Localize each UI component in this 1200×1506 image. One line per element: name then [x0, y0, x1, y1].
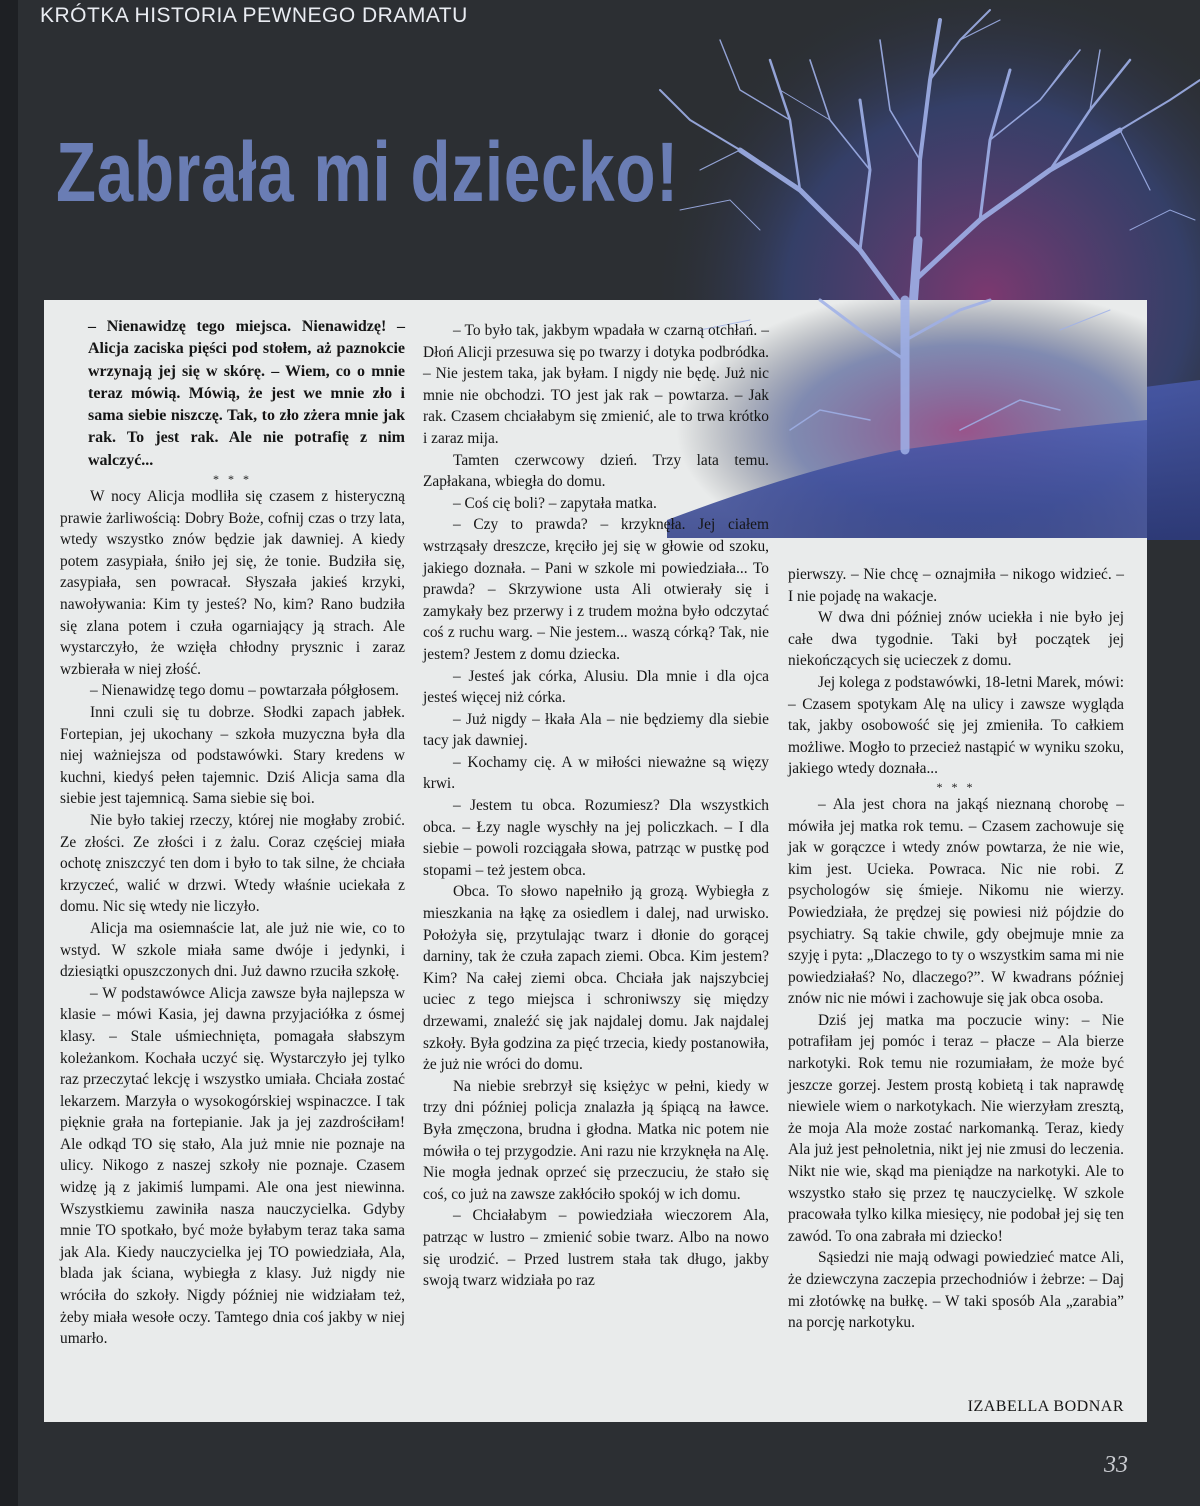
section-separator: * * *: [213, 472, 252, 487]
body-paragraph: W dwa dni później znów uciekła i nie było jej całe dwa tygodnie. Taki był początek jej niekończących się ucieczek z domu.: [788, 609, 1124, 670]
body-paragraph: Obca. To słowo napełniło ją grozą. Wybiegła z mieszkania na łąkę za osiedlem i dalej, nad urwisko. Położyła się, przytulając twarz i dłonie do gorącej darniny, tak że czuła zapach ziemi. Obca. Kim jestem? Kim? Na całej ziemi obca. Chciała jak najszybciej uciec z tego miejsca i schroniwszy się między drzewami, znaleźć się jak najdalej domu. Jak najdalej szkoły. Była godzina za pięć trzecia, kiedy postanowiła, że już nie wróci do domu.: [423, 883, 769, 1074]
lead-paragraph: – Nienawidzę tego miejsca. Nienawidzę! – Alicja zaciska pięści pod stołem, aż paznokcie wrzynają jej się w skórę. – Wiem, co o mnie teraz mówią. Mówią, że jest we mnie zło i sama siebie niszczę. Tak, to zło zżera mnie jak rak. To jest rak. Ale nie potrafię z nim walczyć...: [88, 318, 405, 469]
article-title: Zabrała mi dziecko!: [56, 125, 679, 219]
body-paragraph: Na niebie srebrzył się księżyc w pełni, kiedy w trzy dni później policja znalazła ją śpiącą na ławce. Była zmęczona, brudna i głodna. Matka nic potem nie mówiła o tej przygodzie. Ani razu nie krzyknęła na Alę. Nie mogła jednak oprzeć się przeczuciu, że stało się coś, co już na zawsze zakłóciło spokój w ich domu.: [423, 1077, 769, 1203]
body-paragraph: – To było tak, jakbym wpadała w czarną otchłań. – Dłoń Alicji przesuwa się po twarzy i dotyka podbródka. – Nie jestem taka, jak byłam. I nigdy nie będę. Już nic mnie nie obchodzi. TO jest jak rak – powtarza. – Jak rak. Czasem chciałabym się zmienić, ale to trwa krótko i zaraz mija.: [423, 322, 769, 447]
body-paragraph: Dziś jej matka ma poczucie winy: – Nie potrafiłam jej pomóc i teraz – płacze – Ala bierze narkotyki. Rok temu nie rozumiałam, że może być jeszcze gorzej. Jestem prostą kobietą i tak naprawdę niewiele wiem o narkotykach. Nie wierzyłam zresztą, że moja Ala może zostać narkomanką. Teraz, kiedy Ala już jest pełnoletnia, nikt jej nie zmusi do leczenia. Nikt nie wie, skąd ma pieniądze na narkotyki. Ale to wszystko stało się przez tę nauczycielkę. W szkole pracowała tylko kilka miesięcy, nie podobał jej się ten zawód. To ona zabrała mi dziecko!: [788, 1011, 1124, 1245]
article-column-1: [60, 316, 405, 1350]
body-paragraph: – Już nigdy – łkała Ala – nie będziemy dla siebie tacy jak dawniej.: [423, 710, 769, 750]
body-paragraph: Alicja ma osiemnaście lat, ale już nie wie, co to wstyd. W szkole miała same dwóje i jedynki, i dziesiątki opuszczonych dni. Już dawno rzuciła szkołę.: [60, 919, 405, 981]
article-column-3: [788, 564, 1124, 1334]
body-paragraph: – Ala jest chora na jakąś nieznaną chorobę – mówiła jej matka rok temu. – Czasem zachowuje się jak w gorączce i wtedy znów powtarza, że nie wie, kim jest. Ucieka. Powraca. Nic nie robi. Z psychologów się śmieje. Nikomu nie wierzy. Powiedziała, że prędzej się powiesi niż pójdzie do psychiatry. Są takie chwile, gdy obejmuje mnie za szyję i pyta: „Dlaczego to ty o wszystkim sama mi nie powiedziałaś? No, dlaczego?”. W kwadrans później znów nic nie mówi i zachowuje się jak obca osoba.: [788, 795, 1124, 1008]
body-paragraph: – W podstawówce Alicja zawsze była najlepsza w klasie – mówi Kasia, jej dawna przyjaciółka z ósmej klasy. – Stale uśmiechnięta, pomagała słabszym koleżankom. Kochała uczyć się. Wystarczyło jej tylko raz przeczytać lekcję i wszystko umiała. Chciała zostać lekarzem. Marzyła o wysokogórskiej wspinaczce. I tak pięknie grała na fortepianie. Jak ja jej zazdrościłam! Ale odkąd TO się stało, Ala już mnie nie poznaje na ulicy. Nikogo z naszej szkoły nie poznaje. Czasem widzę ją z jakimiś lumpami. Ale ona jest niewinna. Wszystkiemu zawiniła nasza nauczycielka. Gdyby mnie TO spotkało, być może byłabym teraz taka sama jak Ala. Kiedy nauczycielka jej TO powiedziała, Ala, blada jak ściana, wybiegła z klasy. Już nigdy nie wróciła do szkoły. Nigdy później nie widziałam też, żeby miała wesołe oczy. Tamtego dnia coś jakby w niej umarło.: [60, 984, 405, 1348]
body-paragraph: – Coś cię boli? – zapytała matka.: [453, 494, 657, 512]
article-column-2: [423, 320, 769, 1292]
body-paragraph: – Czy to prawda? – krzyknęła. Jej ciałem wstrząsały dreszcze, kręciło jej się w głowie od szoku, jakiego doznała. – Pani w szkole mi powiedziała... To prawda? – Skrzywione usta Ali otwierały się i zamykały bez przerwy i z trudem można było odczytać coś z ruchu warg. – Nie jestem... waszą córką? Tak, nie jestem? Jestem z domu dziecka.: [423, 516, 769, 663]
body-paragraph: – Jestem tu obca. Rozumiesz? Dla wszystkich obca. – Łzy nagle wyschły na jej policzkach. – I dla siebie – powoli rozciągała słowa, patrząc w pustkę pod stopami – też jestem obca.: [423, 797, 769, 879]
body-paragraph: – Kochamy cię. A w miłości nieważne są więzy krwi.: [423, 753, 769, 793]
body-paragraph: Tamten czerwcowy dzień. Trzy lata temu. Zapłakana, wbiegła do domu.: [423, 451, 769, 491]
section-separator: * * *: [936, 779, 976, 794]
page-number: 33: [1104, 1452, 1128, 1478]
section-kicker: KRÓTKA HISTORIA PEWNEGO DRAMATU: [40, 4, 468, 27]
body-paragraph: – Jesteś jak córka, Alusiu. Dla mnie i dla ojca jesteś więcej niż córka.: [423, 667, 769, 707]
body-paragraph: pierwszy. – Nie chcę – oznajmiła – nikogo widzieć. – I nie pojadę na wakacje.: [788, 566, 1124, 605]
body-paragraph: W nocy Alicja modliła się czasem z histeryczną prawie żarliwością: Dobry Boże, cofnij czas o trzy lata, wtedy wszystko znów będzie jak dawniej. A kiedy potem zasypiała, śniło jej się, że tonie. Budziła się, zasypiała, sen powracał. Słyszała jakieś krzyki, nawoływania: Kim ty jesteś? No, kim? Rano budziła się zlana potem i czuła ogarniający ją strach. Ale wystarczyło, że wzięła chłodny prysznic i zaraz wzbierała w niej złość.: [60, 488, 405, 678]
body-paragraph: – Chciałabym – powiedziała wieczorem Ala, patrząc w lustro – zmienić sobie twarz. Albo na nowo się urodzić. – Przed lustrem stała tak długo, jakby swoją twarz widziała po raz: [423, 1207, 769, 1290]
body-paragraph: Nie było takiej rzeczy, której nie mogłaby zrobić. Ze złości. Ze złości i z żalu. Coraz częściej miała ochotę zniszczyć ten dom i było to tak silne, że chciała krzyczeć, walić w drzwi. Wtedy właśnie uciekała z domu. Nic się wtedy nie liczyło.: [60, 811, 405, 916]
body-paragraph: – Nienawidzę tego domu – powtarzała półgłosem.: [90, 682, 400, 700]
body-paragraph: Sąsiedzi nie mają odwagi powiedzieć matce Ali, że dziewczyna zaczepia przechodniów i żebrze: – Daj mi złotówkę na bułkę. – W taki sposób Ala „zarabia” na porcję narkotyku.: [788, 1249, 1124, 1332]
author-byline: IZABELLA BODNAR: [967, 1398, 1124, 1415]
body-paragraph: Inni czuli się tu dobrze. Słodki zapach jabłek. Fortepian, jej ukochany – szkoła muzyczna była dla niej ważniejsza od podstawówki. Stary kredens w kuchni, kiedyś pełen tajemnic. Dziś Alicja sama dla siebie jest tajemnicą. Sama siebie się boi.: [60, 704, 405, 808]
body-paragraph: Jej kolega z podstawówki, 18-letni Marek, mówi: – Czasem spotykam Alę na ulicy i zawsze wygląda tak, jakby osobowość się jej zmieniła. To całkiem możliwe. Mogło to przecież nastąpić w wyniku szoku, jakiego wtedy doznała...: [788, 673, 1124, 778]
